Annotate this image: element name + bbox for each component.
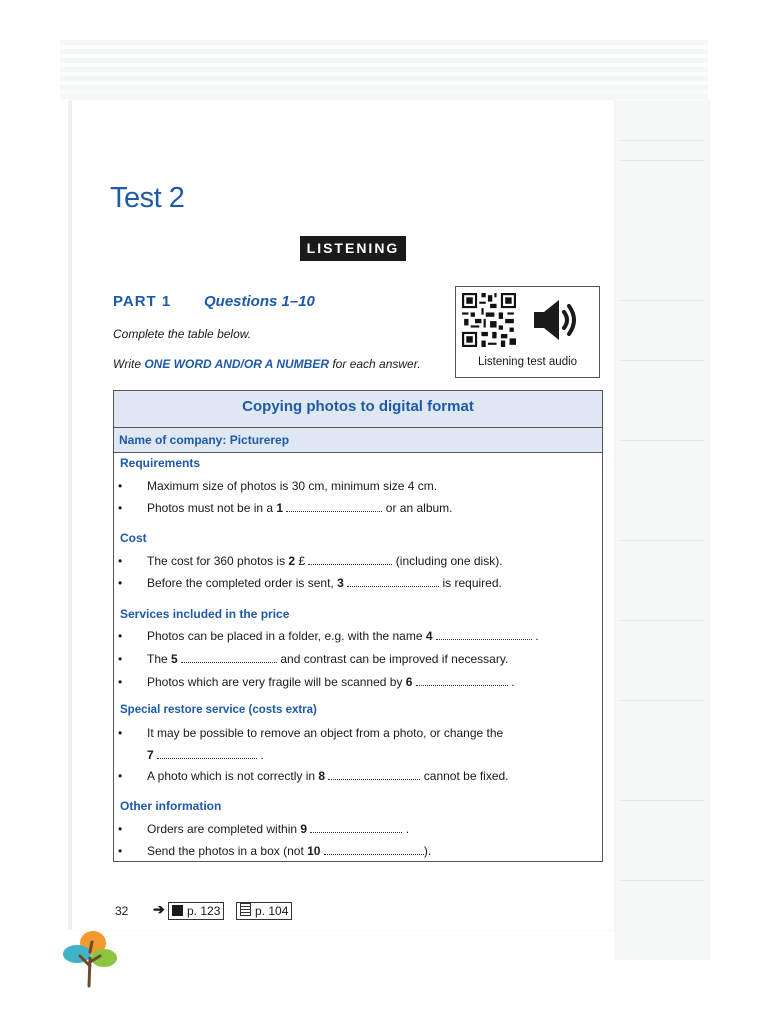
question-number: 7 <box>147 748 154 762</box>
question-number: 6 <box>405 675 413 689</box>
question-number: 8 <box>318 769 326 783</box>
question-number: 4 <box>425 629 433 643</box>
instruction-write <box>113 357 421 371</box>
test-title: Test 2 <box>110 182 185 214</box>
answer-key-icon <box>172 905 183 916</box>
company-name-row: Name of company: Picturerep <box>114 428 602 453</box>
question-number: 1 <box>276 501 284 515</box>
answer-blank[interactable] <box>324 845 424 855</box>
instruction-word-limit: ONE WORD AND/OR A NUMBER <box>144 357 330 371</box>
instruction-write-pre: Write <box>113 357 145 371</box>
question-number: 3 <box>337 576 344 590</box>
question-number: 9 <box>300 822 308 836</box>
answer-blank[interactable] <box>310 823 402 833</box>
section-heading-other-info: Other information <box>120 799 222 813</box>
answer-blank[interactable] <box>328 770 420 780</box>
list-item: • The 5 and contrast can be improved if necessary. <box>118 652 509 666</box>
transcript-reference[interactable]: p. 104 <box>236 902 292 920</box>
part-label: PART 1 <box>113 293 172 310</box>
page-number: 32 <box>115 904 129 918</box>
list-item: 7 . <box>147 748 264 762</box>
list-item: • The cost for 360 photos is 2 £ (including one disk). <box>118 554 503 568</box>
instruction-write-post: for each answer. <box>329 357 421 371</box>
list-item: • It may be possible to remove an object from a photo, or change the <box>118 726 504 740</box>
list-item: • Orders are completed within 9 . <box>118 822 410 836</box>
question-number: 10 <box>307 844 321 858</box>
speaker-icon[interactable] <box>532 297 580 343</box>
question-number: 2 <box>288 554 296 568</box>
section-heading-special-service: Special restore service (costs extra) <box>120 704 317 716</box>
background-stripes <box>60 40 708 100</box>
list-item: • Send the photos in a box (not 10 ). <box>118 844 432 858</box>
transcript-icon <box>240 903 251 916</box>
table-title: Copying photos to digital format <box>114 391 602 428</box>
tree-logo-icon <box>58 928 120 988</box>
answer-blank[interactable] <box>436 630 532 640</box>
answer-blank[interactable] <box>286 502 382 512</box>
answer-blank[interactable] <box>347 577 439 587</box>
section-heading-requirements: Requirements <box>120 456 201 470</box>
note-completion-table <box>113 390 603 862</box>
qr-code-icon[interactable] <box>462 293 516 347</box>
section-badge: LISTENING <box>300 236 406 261</box>
answer-blank[interactable] <box>157 749 257 759</box>
instruction-complete: Complete the table below. <box>113 327 252 341</box>
questions-label: Questions 1–10 <box>204 293 315 310</box>
list-item: • Before the completed order is sent, 3 is required. <box>118 576 502 590</box>
arrow-right-icon: ➔ <box>153 901 165 917</box>
list-item: • Photos can be placed in a folder, e.g. with the name 4 . <box>118 629 539 643</box>
list-item: • A photo which is not correctly in 8 cannot be fixed. <box>118 769 509 783</box>
answer-key-reference[interactable]: p. 123 <box>168 902 224 920</box>
audio-label: Listening test audio <box>477 356 578 368</box>
answer-blank[interactable] <box>416 676 508 686</box>
bleed-through-page <box>614 100 710 960</box>
answer-blank[interactable] <box>181 653 277 663</box>
list-item: • Photos which are very fragile will be scanned by 6 . <box>118 675 515 689</box>
list-item: • Maximum size of photos is 30 cm, minimum size 4 cm. <box>118 479 438 493</box>
list-item: • Photos must not be in a 1 or an album. <box>118 501 453 515</box>
question-number: 5 <box>171 652 178 666</box>
audio-panel[interactable] <box>455 286 600 378</box>
section-heading-cost: Cost <box>120 531 147 545</box>
section-heading-services: Services included in the price <box>120 607 290 621</box>
answer-blank[interactable] <box>308 555 392 565</box>
